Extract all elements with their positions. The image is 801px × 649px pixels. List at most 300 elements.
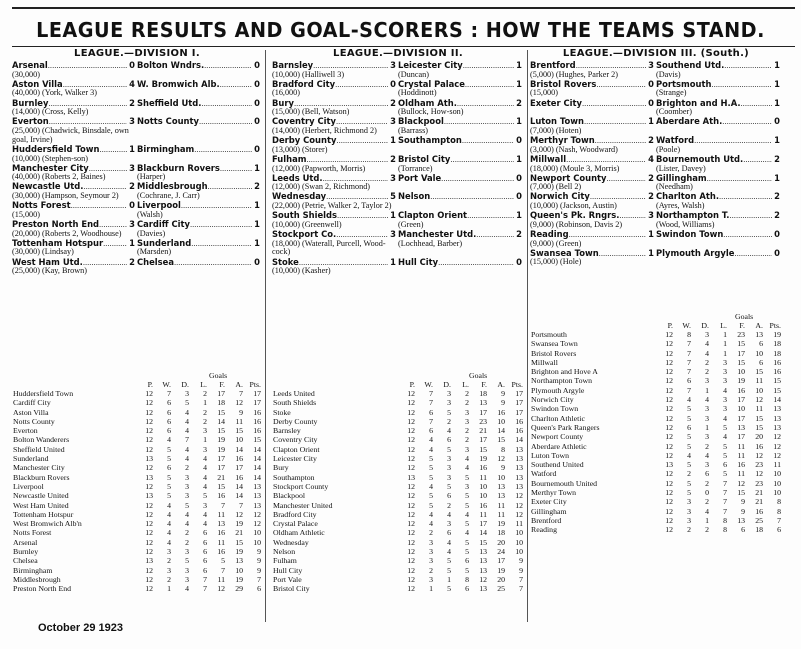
team-name: Charlton Athletic <box>531 413 585 423</box>
leader-dots <box>723 230 772 240</box>
stat-cell: 12 <box>665 413 673 423</box>
stat-cell: 14 <box>253 444 261 454</box>
goal-scorers <box>530 258 782 267</box>
away-team: Aberdare Ath. <box>656 117 723 127</box>
stat-cell: 4 <box>465 509 469 519</box>
away-score: 1 <box>516 79 522 89</box>
stat-cell: 9 <box>741 497 745 507</box>
stat-cell: 12 <box>665 357 673 367</box>
stat-cell: 12 <box>145 509 153 519</box>
title-underline <box>12 46 795 47</box>
stat-cell: 4 <box>723 413 727 423</box>
division-3-results <box>530 48 782 268</box>
team-name: Swindon Town <box>531 404 579 414</box>
column-header: L. <box>462 380 469 389</box>
stat-cell: 2 <box>705 497 709 507</box>
stat-cell: 4 <box>705 395 709 405</box>
stat-cell: 18 <box>773 348 781 358</box>
away-score: 1 <box>774 136 780 146</box>
away-team: Brighton and H.A. <box>656 98 741 108</box>
home-scorers <box>530 108 656 117</box>
stat-cell: 16 <box>217 528 225 538</box>
home-score: 0 <box>390 79 396 89</box>
away-score: 1 <box>516 154 522 164</box>
away-score: 1 <box>254 220 260 230</box>
column-header: A. <box>755 321 763 330</box>
stat-cell: 10 <box>235 435 243 445</box>
team-name: Aston Villa <box>13 407 49 417</box>
match-line <box>12 61 262 71</box>
column-divider-2 <box>527 50 528 622</box>
stat-cell: 12 <box>515 500 523 510</box>
match-result <box>530 174 782 192</box>
home-team: Merthyr Town <box>530 136 595 146</box>
home-scorers: (9,000) (Green) <box>530 238 582 248</box>
away-scorers: (Coomber) <box>656 107 692 117</box>
stat-cell: 5 <box>429 491 433 501</box>
home-score: 3 <box>390 117 396 127</box>
table-row <box>530 488 782 497</box>
stat-cell: 12 <box>407 454 415 464</box>
team-name: Gillingham <box>531 506 567 516</box>
stat-cell: 12 <box>665 469 673 479</box>
stat-cell: 13 <box>479 398 487 408</box>
away-team: Port Vale <box>398 173 442 183</box>
home-team: Tottenham Hotspur <box>12 238 104 248</box>
team-name: Newport County <box>531 432 584 442</box>
stat-cell: 3 <box>705 330 709 339</box>
stat-cell: 25 <box>497 584 505 594</box>
column-header: F. <box>219 380 225 389</box>
away-score: 1 <box>774 98 780 108</box>
stat-cell: 2 <box>447 416 451 426</box>
away-team: Nelson <box>398 192 431 202</box>
table-row <box>530 367 782 376</box>
leader-dots <box>201 99 252 109</box>
away-team: Notts County <box>137 117 199 127</box>
table-row <box>12 426 262 435</box>
stat-cell: 19 <box>235 547 243 557</box>
stat-cell: 3 <box>185 565 189 575</box>
team-name: Preston North End <box>13 584 72 594</box>
table-row <box>12 491 262 500</box>
table-row <box>530 386 782 395</box>
stat-cell: 2 <box>185 528 189 538</box>
stat-cell: 9 <box>501 398 505 408</box>
stat-cell: 17 <box>737 348 745 358</box>
away-score: 1 <box>774 61 780 70</box>
team-name: Swansea Town <box>531 339 578 349</box>
stat-cell: 1 <box>723 348 727 358</box>
team-name: Tottenham Hotspur <box>13 509 74 519</box>
stat-cell: 7 <box>429 416 433 426</box>
table-row <box>272 417 524 426</box>
table-row <box>272 510 524 519</box>
stat-cell: 13 <box>737 515 745 525</box>
team-name: Notts Forest <box>13 528 52 538</box>
stat-cell: 2 <box>465 398 469 408</box>
stat-cell: 15 <box>737 357 745 367</box>
home-team: Coventry City <box>272 117 336 127</box>
stat-cell: 3 <box>723 376 727 386</box>
home-scorers: (40,000) (York, Walker 3) <box>12 88 97 98</box>
stat-cell: 12 <box>407 426 415 436</box>
table-row <box>272 389 524 398</box>
stat-cell: 3 <box>723 404 727 414</box>
stat-cell: 5 <box>185 500 189 510</box>
stat-cell: 2 <box>705 357 709 367</box>
stat-cell: 12 <box>407 389 415 398</box>
away-score: 0 <box>254 144 260 154</box>
stat-cell: 2 <box>203 407 207 417</box>
leader-dots <box>208 182 253 192</box>
stat-cell: 3 <box>447 519 451 529</box>
stat-cell: 15 <box>755 422 763 432</box>
stat-cell: 13 <box>253 481 261 491</box>
stat-cell: 12 <box>407 444 415 454</box>
division-1-table <box>12 380 262 594</box>
leader-dots <box>619 211 646 221</box>
away-side <box>398 136 524 146</box>
column-header: Pts. <box>249 380 261 389</box>
stat-cell: 12 <box>145 528 153 538</box>
stat-cell: 5 <box>465 537 469 547</box>
stat-cell: 4 <box>185 584 189 594</box>
stat-cell: 5 <box>447 565 451 575</box>
stat-cell: 16 <box>253 407 261 417</box>
stat-cell: 10 <box>253 528 261 538</box>
stat-cell: 3 <box>447 472 451 482</box>
home-team: Newcastle Utd. <box>12 182 84 192</box>
division-1-results <box>12 48 262 276</box>
stat-cell: 10 <box>773 469 781 479</box>
stat-cell: 4 <box>429 444 433 454</box>
home-team: Exeter City <box>530 98 583 108</box>
stat-cell: 3 <box>429 556 433 566</box>
table-row <box>12 584 262 593</box>
page-title: LEAGUE RESULTS AND GOAL-SCORERS : HOW THE TEAMS STAND. <box>36 18 765 42</box>
away-score: 0 <box>516 192 522 202</box>
division-2-results <box>272 48 524 276</box>
header-blank <box>530 321 656 330</box>
goal-scorers <box>12 71 262 80</box>
match-result <box>272 230 524 257</box>
away-scorers: (Torrance) <box>398 163 433 173</box>
stat-cell: 5 <box>465 472 469 482</box>
stat-cell: 13 <box>755 330 763 339</box>
match-result <box>530 99 782 117</box>
goal-scorers <box>12 267 262 276</box>
table-row <box>12 519 262 528</box>
goal-scorers <box>12 155 262 164</box>
stat-cell: 11 <box>235 416 243 426</box>
stat-cell: 13 <box>497 481 505 491</box>
stat-cell: 11 <box>737 469 745 479</box>
goal-scorers <box>12 192 262 201</box>
stat-cell: 13 <box>479 556 487 566</box>
stat-cell: 16 <box>737 385 745 395</box>
stat-cell: 14 <box>773 395 781 405</box>
leader-dots <box>220 164 252 174</box>
stat-cell: 12 <box>407 565 415 575</box>
column-header: F. <box>481 380 487 389</box>
leader-dots <box>694 136 772 146</box>
table-row <box>530 451 782 460</box>
stat-cell: 12 <box>665 525 673 535</box>
stat-cell: 12 <box>407 556 415 566</box>
home-scorers: (14,000) (Herbert, Richmond 2) <box>272 125 377 135</box>
division-heading: LEAGUE.—DIVISION III. (South.) <box>562 48 750 59</box>
division-3-table <box>530 321 782 535</box>
stat-cell: 12 <box>407 584 415 594</box>
team-name: South Shields <box>273 398 317 408</box>
away-score: 2 <box>774 192 780 202</box>
stat-cell: 7 <box>519 584 523 594</box>
stat-cell: 4 <box>203 454 207 464</box>
stat-cell: 9 <box>257 565 261 575</box>
team-name: Nelson <box>273 547 296 557</box>
stat-cell: 4 <box>687 395 691 405</box>
stat-cell: 13 <box>515 481 523 491</box>
header-blank <box>12 380 136 389</box>
away-team: Blackburn Rovers <box>137 163 220 173</box>
team-name: West Bromwich Alb'n <box>13 519 82 529</box>
goal-scorers <box>272 89 524 98</box>
away-side <box>656 230 782 240</box>
column-header: W. <box>424 380 433 389</box>
stat-cell: 23 <box>737 330 745 339</box>
stat-cell: 13 <box>515 472 523 482</box>
match-result <box>530 80 782 98</box>
stat-cell: 12 <box>235 509 243 519</box>
home-scorers: (12,000) (Papworth, Morris) <box>272 163 366 173</box>
leader-dots <box>724 61 772 71</box>
stat-cell: 12 <box>407 481 415 491</box>
home-team: Newport County <box>530 173 607 183</box>
leader-dots <box>337 211 388 221</box>
table-row <box>272 528 524 537</box>
leader-dots <box>430 192 514 202</box>
goal-scorers <box>530 183 782 192</box>
stat-cell: 13 <box>479 565 487 575</box>
team-name: Plymouth Argyle <box>531 385 585 395</box>
stat-cell: 16 <box>235 472 243 482</box>
away-team: Gillingham <box>656 173 707 183</box>
home-scorers: (25,000) (Chadwick, Binsdale, own goal, Irvine) <box>12 125 129 144</box>
home-score: 2 <box>129 257 135 267</box>
away-score: 2 <box>516 98 522 108</box>
table-row <box>272 408 524 417</box>
home-team: Queen's Pk. Rngrs. <box>530 211 620 221</box>
table-row <box>272 435 524 444</box>
team-name: Millwall <box>531 357 558 367</box>
stat-cell: 2 <box>429 565 433 575</box>
stat-cell: 4 <box>705 339 709 349</box>
home-team: Derby County <box>272 136 337 146</box>
table-row <box>530 358 782 367</box>
match-result <box>530 230 782 248</box>
home-scorers: (16,000) <box>272 88 300 98</box>
stat-cell: 2 <box>687 469 691 479</box>
away-scorers: (Walsh) <box>137 209 163 219</box>
stat-cell: 16 <box>773 357 781 367</box>
stat-cell: 7 <box>723 478 727 488</box>
stat-cell: 10 <box>755 385 763 395</box>
stat-cell: 17 <box>253 389 261 398</box>
table-row <box>12 408 262 417</box>
home-scorers: (10,000) (Stephen-son) <box>12 153 88 163</box>
stat-cell: 17 <box>217 454 225 464</box>
stat-cell: 3 <box>465 407 469 417</box>
stat-cell: 19 <box>235 519 243 529</box>
stat-cell: 6 <box>167 398 171 408</box>
stat-cell: 5 <box>167 481 171 491</box>
stat-cell: 6 <box>777 525 781 535</box>
leader-dots <box>599 249 647 259</box>
stat-cell: 9 <box>257 556 261 566</box>
stat-cell: 6 <box>465 556 469 566</box>
stat-cell: 12 <box>407 537 415 547</box>
home-scorers: (30,000) (Lindsay) <box>12 247 74 257</box>
team-name: Middlesbrough <box>13 574 61 584</box>
stat-cell: 5 <box>185 398 189 408</box>
leader-dots <box>719 192 772 202</box>
match-result <box>12 220 262 238</box>
stat-cell: 17 <box>515 389 523 398</box>
home-team: Leeds Utd. <box>272 173 323 183</box>
stat-cell: 12 <box>407 416 415 426</box>
stat-cell: 13 <box>773 422 781 432</box>
away-team: Middlesbrough <box>137 182 208 192</box>
home-team: Preston North End <box>12 220 100 230</box>
stat-cell: 13 <box>407 472 415 482</box>
column-header: W. <box>162 380 171 389</box>
stat-cell: 4 <box>185 444 189 454</box>
team-name: Stockport County <box>273 481 329 491</box>
away-team: Bournemouth Utd. <box>656 154 744 164</box>
team-name: Northampton Town <box>531 376 593 386</box>
home-team: South Shields <box>272 211 338 221</box>
stat-cell: 11 <box>737 441 745 451</box>
stat-cell: 13 <box>253 491 261 501</box>
goal-scorers <box>530 89 782 98</box>
stat-cell: 17 <box>737 432 745 442</box>
home-scorers: (40,000) (Roberts 2, Baines) <box>12 172 106 182</box>
stat-cell: 4 <box>447 426 451 436</box>
home-team: Brentford <box>530 61 576 70</box>
leader-dots <box>582 99 646 109</box>
table-row <box>12 538 262 547</box>
table-row <box>12 445 262 454</box>
stat-cell: 16 <box>217 491 225 501</box>
stat-cell: 16 <box>515 426 523 436</box>
match-result <box>12 61 262 79</box>
match-result <box>530 249 782 267</box>
stat-cell: 14 <box>235 481 243 491</box>
team-name: Bolton Wanderers <box>13 435 70 445</box>
stat-cell: 15 <box>253 435 261 445</box>
home-scorers: (5,000) (Hughes, Parker 2) <box>530 69 618 79</box>
away-team: W. Bromwich Alb. <box>137 79 220 89</box>
leader-dots <box>438 258 514 268</box>
table-row <box>272 519 524 528</box>
stat-cell: 5 <box>429 454 433 464</box>
stat-cell: 7 <box>687 339 691 349</box>
stat-cell: 12 <box>145 398 153 408</box>
stat-cell: 12 <box>665 497 673 507</box>
stat-cell: 10 <box>497 472 505 482</box>
stat-cell: 1 <box>705 515 709 525</box>
leader-dots <box>336 136 388 146</box>
away-team: Crystal Palace <box>398 79 465 89</box>
table-row <box>272 426 524 435</box>
away-score: 2 <box>254 182 260 192</box>
away-team: Bristol City <box>398 154 451 164</box>
team-name: Bury <box>273 463 289 473</box>
stat-cell: 11 <box>773 460 781 470</box>
away-side <box>137 99 262 109</box>
leader-dots <box>103 239 127 249</box>
stat-cell: 4 <box>185 407 189 417</box>
stat-cell: 6 <box>759 357 763 367</box>
stat-cell: 10 <box>773 478 781 488</box>
home-score: 3 <box>390 61 396 70</box>
stat-cell: 3 <box>705 413 709 423</box>
stat-cell: 3 <box>447 398 451 408</box>
stat-cell: 1 <box>203 398 207 408</box>
table-row <box>272 501 524 510</box>
stat-cell: 6 <box>429 426 433 436</box>
stat-cell: 14 <box>253 454 261 464</box>
goal-scorers <box>530 221 782 230</box>
stat-cell: 21 <box>217 472 225 482</box>
home-scorers: (18,000) (Waterall, Purcell, Wood-cock) <box>272 238 386 257</box>
match-result <box>12 145 262 163</box>
stat-cell: 9 <box>501 463 505 473</box>
team-name: Hull City <box>273 565 303 575</box>
goal-scorers <box>272 221 524 230</box>
stat-cell: 18 <box>479 389 487 398</box>
stat-cell: 10 <box>235 565 243 575</box>
stat-cell: 8 <box>465 574 469 584</box>
leader-dots <box>457 99 514 109</box>
column-header: A. <box>497 380 505 389</box>
stat-cell: 11 <box>755 404 763 414</box>
home-team: Fulham <box>272 154 307 164</box>
stat-cell: 15 <box>479 537 487 547</box>
away-scorers <box>656 127 782 136</box>
stat-cell: 5 <box>447 407 451 417</box>
leader-dots <box>83 258 127 268</box>
match-result <box>530 155 782 173</box>
away-side <box>398 258 524 268</box>
stat-cell: 12 <box>407 574 415 584</box>
stat-cell: 17 <box>479 407 487 417</box>
stat-cell: 12 <box>665 376 673 386</box>
stat-cell: 5 <box>203 491 207 501</box>
stat-cell: 6 <box>447 491 451 501</box>
stat-cell: 7 <box>723 488 727 498</box>
goal-scorers <box>530 146 782 155</box>
stat-cell: 1 <box>705 385 709 395</box>
home-score: 0 <box>648 98 654 108</box>
team-name: Queen's Park Rangers <box>531 422 600 432</box>
stat-cell: 2 <box>203 389 207 398</box>
stat-cell: 10 <box>479 481 487 491</box>
leader-dots <box>181 201 252 211</box>
table-row <box>12 435 262 444</box>
away-team: Portsmouth <box>656 79 712 89</box>
